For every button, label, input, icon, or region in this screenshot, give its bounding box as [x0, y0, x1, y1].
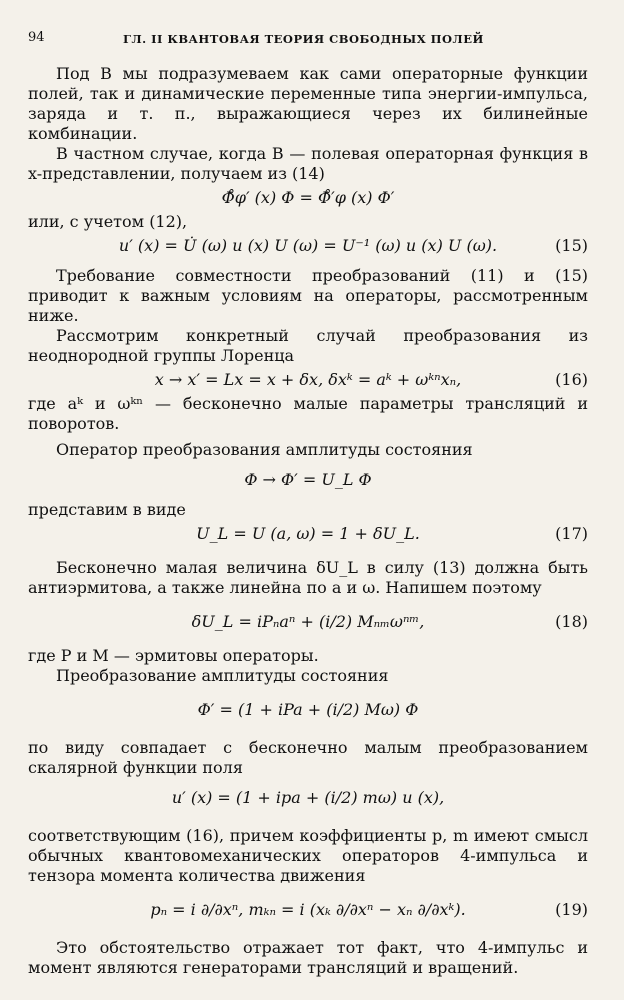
formula-a: [28, 188, 588, 208]
formula-b: [28, 470, 588, 490]
paragraph-13: соответствующим (16), причем коэффициенты p, m имеют смысл обычных квантовомеханических операторов 4-импульса и тензора момента количества движения: [28, 826, 588, 885]
equation-number-17: (17): [555, 524, 588, 543]
formula-15: [28, 236, 588, 256]
paragraph-9: Бесконечно малая величина δU_L в силу (13) должна быть антиэрмитова, а также линейна по a и ω. Напишем поэтому: [28, 558, 588, 597]
formula-c-text: Φ′ = (1 + iPa + (i/2) Mω) Φ: [197, 700, 419, 719]
equation-number-18: (18): [555, 612, 588, 631]
paragraph-3: или, с учетом (12),: [28, 212, 188, 231]
formula-15-text: u′ (x) = U̇ (ω) u (x) U (ω) = U⁻¹ (ω) u (x) U (ω).: [118, 236, 498, 255]
formula-d: [28, 788, 588, 808]
equation-number-19: (19): [555, 900, 588, 919]
formula-b-text: Φ → Φ′ = U_L Φ: [244, 470, 372, 489]
formula-18: [28, 612, 588, 632]
formula-17: [28, 524, 588, 544]
formula-17-text: U_L = U (a, ω) = 1 + δU_L.: [196, 524, 420, 543]
running-title: ГЛ. II КВАНТОВАЯ ТЕОРИЯ СВОБОДНЫХ ПОЛЕЙ: [123, 32, 484, 46]
paragraph-8: представим в виде: [28, 500, 186, 519]
paragraph-10: где P и M — эрмитовы операторы.: [28, 646, 319, 665]
formula-c: [28, 700, 588, 720]
book-page: [28, 0, 596, 1000]
paragraph-6: где aᵏ и ωᵏⁿ — бесконечно малые параметры трансляций и поворотов.: [28, 394, 588, 433]
equation-number-15: (15): [555, 236, 588, 255]
formula-19-text: pₙ = i ∂/∂xⁿ, mₖₙ = i (xₖ ∂/∂xⁿ − xₙ ∂/∂xᵏ).: [150, 900, 466, 919]
formula-16-text: x → x′ = Lx = x + δx, δxᵏ = aᵏ + ωᵏⁿxₙ,: [154, 370, 462, 389]
paragraph-1: Под B мы подразумеваем как сами операторные функции полей, так и динамические переменные типа энергии-импульса, заряда и т. п., выражающиеся через их билинейные комбинации.: [28, 64, 588, 143]
formula-a-text: Φ̊φ′ (x) Φ = Φ̊′φ (x) Φ′: [221, 188, 395, 207]
equation-number-16: (16): [555, 370, 588, 389]
formula-19: [28, 900, 588, 920]
paragraph-14: Это обстоятельство отражает тот факт, что 4-импульс и момент являются генераторами трансляций и вращений.: [28, 938, 588, 977]
paragraph-7: Оператор преобразования амплитуды состояния: [56, 440, 473, 459]
formula-d-text: u′ (x) = (1 + ipa + (i/2) mω) u (x),: [171, 788, 445, 807]
paragraph-12: по виду совпадает с бесконечно малым преобразованием скалярной функции поля: [28, 738, 588, 777]
paragraph-11: Преобразование амплитуды состояния: [56, 666, 389, 685]
formula-16: [28, 370, 588, 390]
paragraph-4: Требование совместности преобразований (11) и (15) приводит к важным условиям на операторы, рассмотренным ниже.: [28, 266, 588, 325]
page-number: 94: [28, 30, 45, 45]
paragraph-2: В частном случае, когда B — полевая операторная функция в x-представлении, получаем из (14): [28, 144, 588, 183]
page-body: [28, 64, 588, 978]
paragraph-5: Рассмотрим конкретный случай преобразования из неоднородной группы Лоренца: [28, 326, 588, 365]
formula-18-text: δU_L = iPₙaⁿ + (i/2) Mₙₘωⁿᵐ,: [191, 612, 425, 631]
